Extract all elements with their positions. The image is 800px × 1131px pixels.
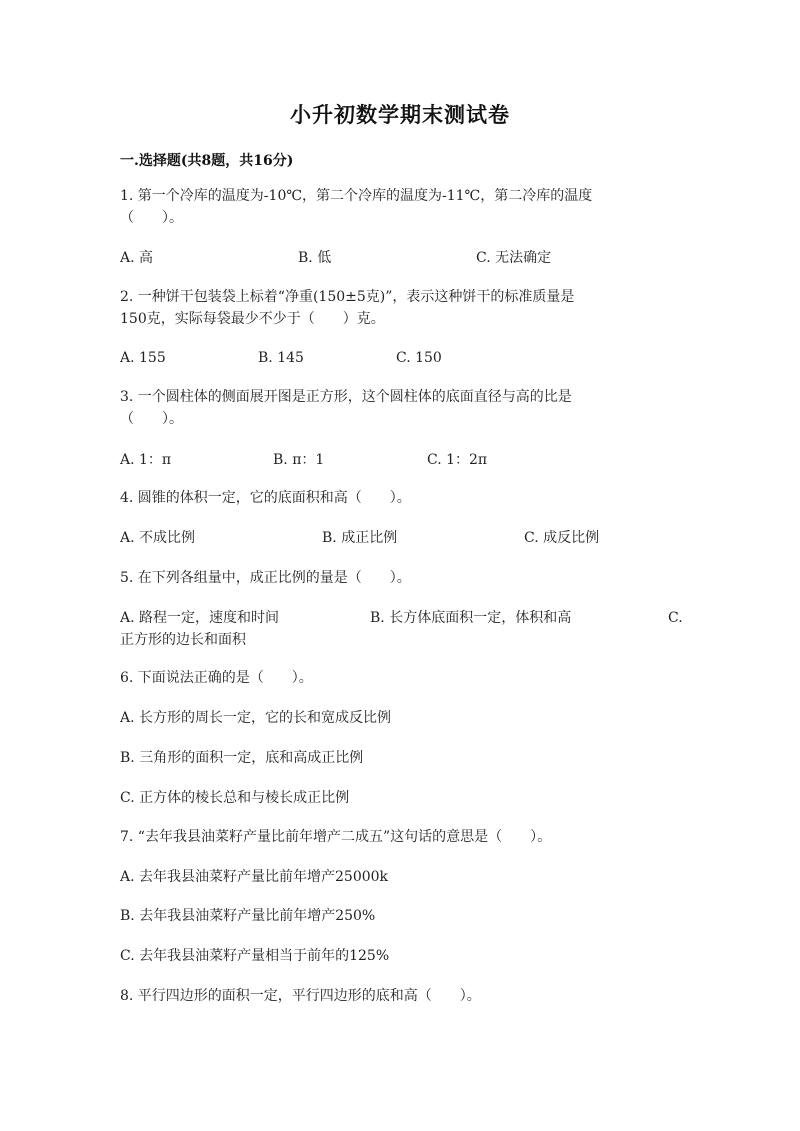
question-4-option-c: C. 成反比例 bbox=[524, 530, 600, 546]
question-5-text: 5. 在下列各组量中，成正比例的量是（ ）。 bbox=[120, 570, 411, 586]
question-6-option-a: A. 长方形的周长一定，它的长和宽成反比例 bbox=[120, 710, 392, 726]
question-1-option-b: B. 低 bbox=[298, 250, 332, 266]
question-4-option-b: B. 成正比例 bbox=[322, 530, 398, 546]
question-3-option-b: B. π：1 bbox=[273, 452, 325, 468]
question-5-option-c-text: 正方形的边长和面积 bbox=[120, 632, 246, 648]
question-7-option-c: C. 去年我县油菜籽产量相当于前年的125% bbox=[120, 948, 390, 964]
question-4-option-a: A. 不成比例 bbox=[120, 530, 196, 546]
question-6-text: 6. 下面说法正确的是（ ）。 bbox=[120, 670, 313, 686]
question-6-option-b: B. 三角形的面积一定，底和高成正比例 bbox=[120, 750, 364, 766]
section-heading: 一.选择题(共8题，共16分) bbox=[120, 153, 294, 169]
question-5-option-b: B. 长方体底面积一定，体积和高 bbox=[370, 610, 572, 626]
question-1-blank-line: （ ）。 bbox=[120, 210, 183, 226]
question-7-option-a: A. 去年我县油菜籽产量比前年增产25000k bbox=[120, 869, 389, 885]
question-2-option-c: C. 150 bbox=[396, 350, 442, 366]
question-7-option-b: B. 去年我县油菜籽产量比前年增产250% bbox=[120, 908, 376, 924]
question-3-option-c: C. 1：2π bbox=[427, 452, 488, 468]
question-2-text: 2. 一种饼干包装袋上标着“净重(150±5克)”，表示这种饼干的标准质量是 bbox=[120, 289, 575, 305]
question-8-text: 8. 平行四边形的面积一定，平行四边形的底和高（ ）。 bbox=[120, 988, 481, 1004]
question-3-blank-line: （ ）。 bbox=[120, 411, 183, 427]
question-4-text: 4. 圆锥的体积一定，它的底面积和高（ ）。 bbox=[120, 490, 411, 506]
page-title: 小升初数学期末测试卷 bbox=[290, 102, 510, 127]
question-6-option-c: C. 正方体的棱长总和与棱长成正比例 bbox=[120, 790, 350, 806]
question-2-text-cont: 150克，实际每袋最少不少于（ ）克。 bbox=[120, 311, 385, 327]
question-3-text: 3. 一个圆柱体的侧面展开图是正方形，这个圆柱体的底面直径与高的比是 bbox=[120, 389, 572, 405]
question-1-option-c: C. 无法确定 bbox=[476, 250, 552, 266]
question-7-text: 7. “去年我县油菜籽产量比前年增产二成五”这句话的意思是（ ）。 bbox=[120, 829, 552, 845]
question-1-option-a: A. 高 bbox=[120, 250, 154, 266]
question-5-option-a: A. 路程一定，速度和时间 bbox=[120, 610, 280, 626]
question-1-text: 1. 第一个冷库的温度为-10℃，第二个冷库的温度为-11℃，第二冷库的温度 bbox=[120, 188, 593, 204]
question-5-option-c: C. bbox=[668, 610, 683, 626]
question-2-option-a: A. 155 bbox=[120, 350, 166, 366]
question-2-option-b: B. 145 bbox=[258, 350, 304, 366]
question-3-option-a: A. 1：π bbox=[120, 452, 172, 468]
